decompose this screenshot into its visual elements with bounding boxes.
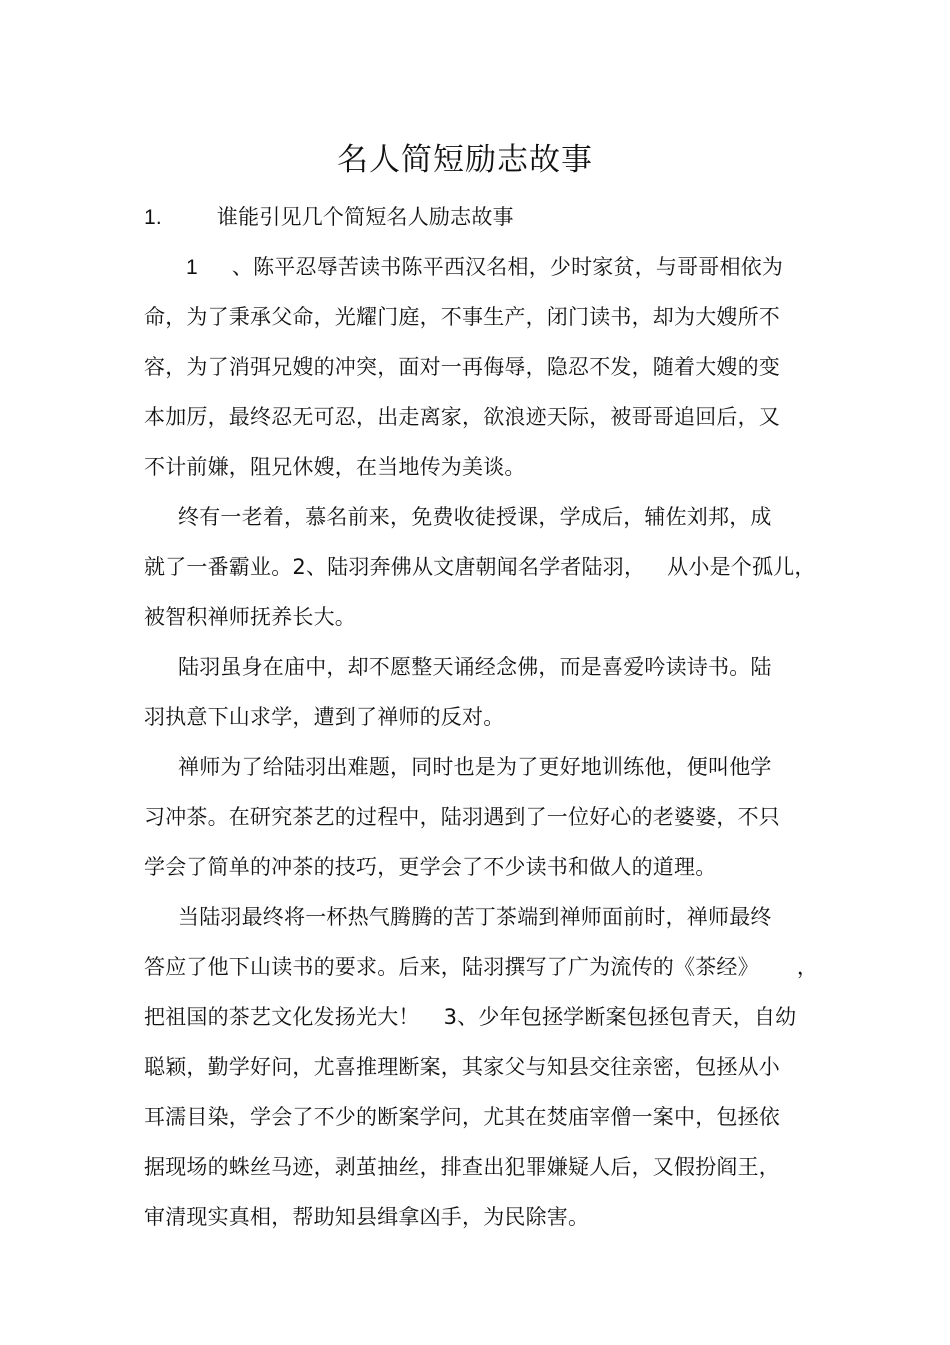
paragraph-line: 本加厉，最终忍无可忍，出走离家，欲浪迹天际，被哥哥追回后，又 xyxy=(144,405,780,429)
paragraph-line: 命，为了秉承父命，光耀门庭，不事生产，闭门读书，却为大嫂所不 xyxy=(144,305,780,329)
paragraph-number: 1 xyxy=(186,256,198,279)
paragraph-text: 3、少年包拯学断案包拯包青天，自幼 xyxy=(443,1005,797,1029)
paragraph-line: 容，为了消弭兄嫂的冲突，面对一再侮辱，隐忍不发，随着大嫂的变 xyxy=(144,355,780,379)
paragraph-line xyxy=(144,952,818,982)
paragraph-line: 审清现实真相，帮助知县缉拿凶手，为民除害。 xyxy=(144,1205,590,1229)
paragraph-text: ， xyxy=(796,955,819,979)
paragraph-line: 学会了简单的冲茶的技巧，更学会了不少读书和做人的道理。 xyxy=(144,855,717,879)
paragraph-text: 就了一番霸业。2、陆羽奔佛从文唐朝闻名学者陆羽， xyxy=(144,555,646,579)
paragraph-line: 习冲茶。在研究茶艺的过程中，陆羽遇到了一位好心的老婆婆，不只 xyxy=(144,805,780,829)
section-heading-number: 1. xyxy=(144,206,162,229)
paragraph-line: 陆羽虽身在庙中，却不愿整天诵经念佛，而是喜爱吟读诗书。陆 xyxy=(178,655,772,679)
paragraph-line xyxy=(144,552,816,582)
paragraph-line: 禅师为了给陆羽出难题，同时也是为了更好地训练他，便叫他学 xyxy=(178,755,772,779)
paragraph-line: 终有一老着，慕名前来，免费收徒授课，学成后，辅佐刘邦，成 xyxy=(178,505,772,529)
paragraph-line: 被智积禅师抚养长大。 xyxy=(144,605,356,629)
document-title: 名人简短励志故事 xyxy=(337,142,593,178)
section-heading xyxy=(144,202,514,233)
paragraph-text: 、陈平忍辱苦读书陈平西汉名相，少时家贫，与哥哥相依为 xyxy=(231,255,784,279)
paragraph-line xyxy=(186,252,783,283)
paragraph-line xyxy=(144,1002,796,1032)
paragraph-line: 当陆羽最终将一杯热气腾腾的苦丁茶端到禅师面前时，禅师最终 xyxy=(178,905,772,929)
paragraph-text: 把祖国的茶艺文化发扬光大！ xyxy=(144,1005,420,1029)
section-heading-text: 谁能引见几个简短名人励志故事 xyxy=(216,205,514,229)
paragraph-text: 答应了他下山读书的要求。后来，陆羽撰写了广为流传的《茶经》 xyxy=(144,955,759,979)
paragraph-line: 据现场的蛛丝马迹，剥茧抽丝，排查出犯罪嫌疑人后，又假扮阎王， xyxy=(144,1155,780,1179)
paragraph-line: 耳濡目染，学会了不少的断案学问，尤其在焚庙宰僧一案中，包拯依 xyxy=(144,1105,780,1129)
paragraph-line: 不计前嫌，阻兄休嫂，在当地传为美谈。 xyxy=(144,455,526,479)
paragraph-line: 聪颖，勤学好问，尤喜推理断案，其家父与知县交往亲密，包拯从小 xyxy=(144,1055,780,1079)
paragraph-text: 从小是个孤儿， xyxy=(667,555,816,579)
paragraph-line: 羽执意下山求学，遭到了禅师的反对。 xyxy=(144,705,505,729)
